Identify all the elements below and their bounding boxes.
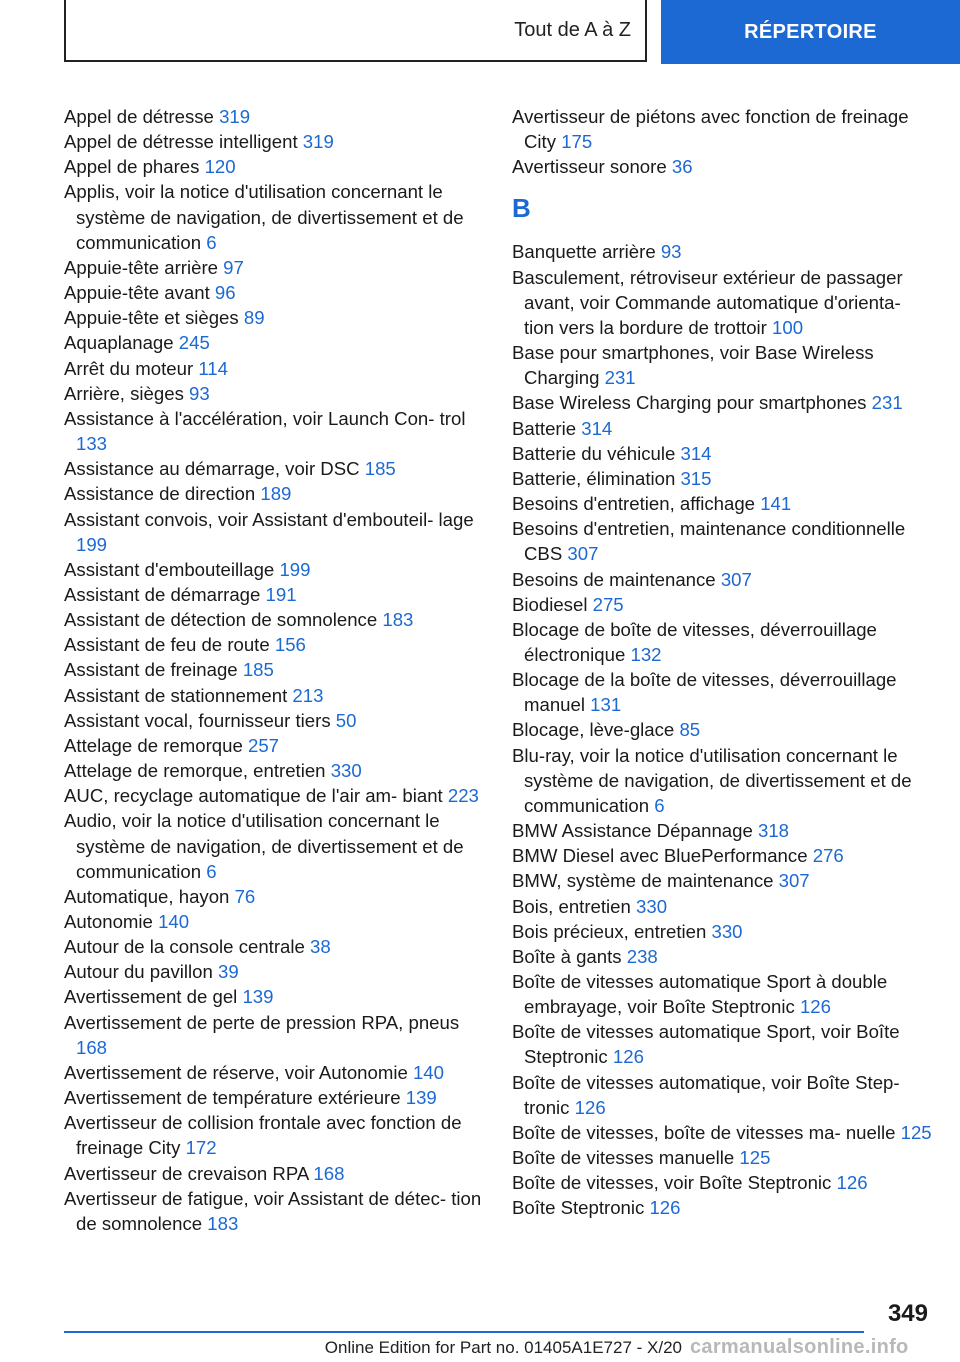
page-reference-link[interactable]: 6 (206, 231, 217, 253)
entry-text: Boîte de vitesses automatique Sport à double embrayage, voir Boîte Steptronic (512, 971, 888, 1018)
page-reference-link[interactable]: 257 (248, 734, 280, 756)
index-entry (64, 255, 484, 280)
index-column-left (64, 104, 484, 1236)
index-entry (64, 984, 484, 1009)
index-entry (512, 944, 932, 969)
index-entry (64, 154, 484, 179)
page-reference-link[interactable]: 231 (871, 392, 903, 414)
entry-text: Assistant de démarrage (64, 583, 266, 605)
entry-text: Assistant de feu de route (64, 634, 275, 656)
index-entry (64, 1110, 484, 1160)
page-reference-link[interactable]: 120 (204, 156, 236, 178)
index-entry (64, 607, 484, 632)
entry-text: Assistant d'embouteillage (64, 558, 280, 580)
entry-text: Avertisseur de crevaison RPA (64, 1162, 314, 1184)
index-entry (512, 818, 932, 843)
entry-text: Appuie-tête avant (64, 282, 215, 304)
index-entry (512, 567, 932, 592)
page-reference-link[interactable]: 183 (207, 1212, 239, 1234)
page-reference-link[interactable]: 6 (206, 860, 217, 882)
entry-text: Avertissement de température extérieure (64, 1087, 406, 1109)
index-entry (64, 657, 484, 682)
index-entry (512, 1145, 932, 1170)
entry-text: Avertissement de perte de pression RPA, pneus (64, 1011, 460, 1033)
entry-text: Aquaplanage (64, 332, 179, 354)
index-entry (64, 808, 484, 883)
entry-text: Boîte de vitesses, voir Boîte Steptronic (512, 1172, 837, 1194)
entry-text: Batterie du véhicule (512, 442, 681, 464)
entry-text: Autonomie (64, 911, 159, 932)
index-entry (512, 1170, 932, 1195)
entry-text: Besoins d'entretien, affichage (512, 493, 761, 515)
entry-text: Boîte de vitesses automatique, voir Boîte Step- tronic (512, 1071, 900, 1118)
entry-text: Appuie-tête arrière (64, 256, 224, 278)
entry-text: Bois précieux, entretien (512, 920, 712, 942)
entry-text: Appel de détresse (64, 106, 220, 127)
index-entry (64, 733, 484, 758)
entry-text: Attelage de remorque, entretien (64, 760, 331, 782)
page-reference-link[interactable]: 93 (660, 241, 682, 263)
page-reference-link[interactable]: 50 (335, 709, 357, 731)
index-entry (512, 441, 932, 466)
index-entry (512, 843, 932, 868)
page-reference-link[interactable]: 330 (636, 895, 668, 917)
tab-tout-de-a-a-z[interactable]: Tout de A à Z (64, 0, 647, 62)
page-reference-link[interactable]: 223 (447, 785, 479, 807)
page-reference-link[interactable]: 213 (292, 684, 324, 706)
letter-heading-b: B (512, 193, 531, 224)
page-reference-link[interactable]: 141 (760, 493, 792, 515)
entry-text: Batterie (512, 417, 582, 439)
index-entry (512, 416, 932, 441)
index-entry (512, 1070, 932, 1120)
index-entry (512, 1120, 932, 1145)
entry-text: Assistant de stationnement (64, 684, 293, 706)
entry-text: Boîte de vitesses manuelle (512, 1147, 740, 1169)
index-entry (512, 154, 932, 179)
index-entry (512, 717, 932, 742)
index-entry (64, 708, 484, 733)
page-reference-link[interactable]: 114 (198, 357, 228, 379)
page-reference-link[interactable]: 275 (592, 593, 624, 615)
index-entry (512, 617, 932, 667)
entry-text: Avertisseur de collision frontale avec fonction de freinage City (64, 1112, 462, 1159)
entry-text: Blocage de boîte de vitesses, déverrouillage électronique (512, 618, 877, 665)
entry-text: Blu-ray, voir la notice d'utilisation concernant le système de navigation, de divertissement et de communication (512, 744, 912, 816)
index-entry (64, 381, 484, 406)
entry-text: Assistance au démarrage, voir DSC (64, 458, 365, 480)
page-reference-link[interactable]: 307 (567, 543, 599, 565)
page-reference-link[interactable]: 6 (654, 794, 665, 816)
index-entry (512, 969, 932, 1019)
page-reference-link[interactable]: 96 (214, 282, 236, 304)
entry-text: Avertissement de gel (64, 986, 243, 1008)
index-entry (64, 557, 484, 582)
index-list-b (512, 239, 932, 1220)
page-reference-link[interactable]: 319 (302, 131, 334, 153)
index-entry (64, 129, 484, 154)
index-entry (64, 280, 484, 305)
entry-text: Assistant vocal, fournisseur tiers (64, 709, 336, 731)
index-entry (64, 909, 484, 934)
entry-text: Assistant de détection de somnolence (64, 609, 383, 631)
entry-text: Avertissement de réserve, voir Autonomie (64, 1061, 413, 1083)
index-entry (64, 507, 484, 557)
entry-text: BMW Assistance Dépannage (512, 820, 758, 842)
index-entry (64, 959, 484, 984)
index-entry (512, 265, 932, 340)
page-reference-link[interactable]: 318 (757, 820, 790, 842)
index-entry (64, 356, 484, 381)
index-entry (64, 305, 484, 330)
index-entry (64, 1161, 484, 1186)
entry-text: Banquette arrière (512, 241, 661, 263)
index-entry (512, 239, 932, 264)
index-entry (64, 1186, 484, 1236)
index-list-a-continued (512, 104, 932, 179)
index-entry (512, 1019, 932, 1069)
page-reference-link[interactable]: 139 (242, 986, 274, 1008)
page-reference-link[interactable]: 183 (382, 609, 414, 631)
footer-divider (64, 1331, 864, 1333)
entry-text: Applis, voir la notice d'utilisation concernant le système de navigation, de divertissement et de communication (64, 181, 464, 253)
index-entry (64, 884, 484, 909)
page-reference-link[interactable]: 231 (604, 367, 636, 389)
index-entry (64, 481, 484, 506)
watermark-logo: carmanualsonline.info (690, 1336, 909, 1358)
index-entry (512, 340, 932, 390)
page-reference-link[interactable]: 191 (265, 583, 297, 605)
page-reference-link[interactable]: 139 (405, 1087, 437, 1109)
entry-text: Attelage de remorque (64, 734, 248, 756)
entry-text: Appel de détresse intelligent (64, 131, 303, 153)
page-reference-link[interactable]: 185 (364, 458, 396, 480)
page-reference-link[interactable]: 85 (679, 719, 701, 741)
page-reference-link[interactable]: 307 (720, 568, 752, 590)
entry-text: Boîte de vitesses automatique Sport, voir Boîte Steptronic (512, 1021, 900, 1068)
index-entry (512, 919, 932, 944)
page-reference-link[interactable]: 199 (76, 533, 108, 555)
page-reference-link[interactable]: 131 (590, 694, 622, 716)
entry-text: Avertisseur sonore (512, 156, 672, 178)
entry-text: Boîte à gants (512, 945, 627, 967)
page-reference-link[interactable]: 314 (581, 417, 613, 439)
entry-text: Automatique, hayon (64, 885, 235, 907)
index-entry (64, 783, 484, 808)
entry-text: Biodiesel (512, 593, 593, 615)
index-entry (512, 894, 932, 919)
entry-text: Arrêt du moteur (64, 357, 199, 379)
page-reference-link[interactable]: 97 (223, 256, 244, 278)
page-reference-link[interactable]: 307 (778, 870, 810, 892)
page-reference-link[interactable]: 168 (76, 1036, 108, 1058)
page-reference-link[interactable]: 140 (158, 911, 190, 932)
index-entry (64, 1085, 484, 1110)
index-entry (512, 743, 932, 818)
page-reference-link[interactable]: 125 (900, 1121, 932, 1143)
index-entry (512, 667, 932, 717)
page-reference-link[interactable]: 199 (279, 558, 311, 580)
page-reference-link[interactable]: 38 (310, 936, 331, 958)
index-entry (64, 632, 484, 657)
page-number: 349 (887, 1300, 928, 1327)
entry-text: Blocage, lève-glace (512, 719, 680, 741)
entry-text: Base pour smartphones, voir Base Wireless Charging (512, 342, 874, 389)
entry-text: Appuie-tête et sièges (64, 307, 244, 329)
entry-text: Arrière, sièges (64, 382, 190, 404)
page-reference-link[interactable]: 126 (612, 1046, 644, 1068)
page-reference-link[interactable]: 330 (330, 760, 362, 782)
index-entry (64, 104, 484, 129)
entry-text: AUC, recyclage automatique de l'air am- biant (64, 785, 448, 807)
page-reference-link[interactable]: 126 (836, 1172, 868, 1194)
entry-text: Boîte Steptronic (512, 1197, 650, 1219)
entry-text: Audio, voir la notice d'utilisation concernant le système de navigation, de divertissement et de communication (64, 810, 464, 882)
index-column-right (512, 104, 932, 1221)
page-reference-link[interactable]: 156 (274, 634, 306, 656)
index-entry (64, 934, 484, 959)
page-reference-link[interactable]: 125 (739, 1147, 771, 1169)
index-entry (64, 758, 484, 783)
index-entry (512, 491, 932, 516)
index-entry (512, 516, 932, 566)
index-entry (64, 330, 484, 355)
page-reference-link[interactable]: 132 (630, 643, 662, 665)
entry-text: BMW, système de maintenance (512, 870, 779, 892)
page-reference-link[interactable]: 315 (680, 467, 712, 489)
entry-text: BMW Diesel avec BluePerformance (512, 845, 813, 867)
page-reference-link[interactable]: 276 (812, 845, 844, 867)
page-reference-link[interactable]: 314 (680, 442, 712, 464)
index-entry (512, 390, 932, 415)
page-reference-link[interactable]: 76 (234, 885, 256, 907)
entry-text: Blocage de la boîte de vitesses, déverrouillage manuel (512, 669, 897, 716)
index-entry (64, 456, 484, 481)
entry-text: Avertisseur de fatigue, voir Assistant de détec- tion de somnolence (64, 1187, 482, 1234)
page-header (0, 0, 960, 66)
index-entry (64, 1010, 484, 1060)
index-entry (512, 104, 932, 154)
entry-text: Besoins de maintenance (512, 568, 721, 590)
entry-text: Basculement, rétroviseur extérieur de passager avant, voir Commande automatique d'orienta- tion vers la bordure de trottoir (512, 266, 903, 338)
entry-text: Avertisseur de piétons avec fonction de freinage City (512, 106, 909, 153)
index-entry (64, 582, 484, 607)
entry-text: Assistant convois, voir Assistant d'embouteil- lage (64, 508, 474, 530)
entry-text: Autour de la console centrale (64, 936, 311, 958)
entry-text: Batterie, élimination (512, 467, 681, 489)
entry-text: Boîte de vitesses, boîte de vitesses ma- nuelle (512, 1121, 901, 1143)
page-reference-link[interactable]: 189 (260, 483, 292, 505)
page-reference-link[interactable]: 168 (313, 1162, 345, 1184)
page-reference-link[interactable]: 100 (772, 316, 804, 338)
page-reference-link[interactable]: 36 (671, 156, 693, 178)
page-reference-link[interactable]: 175 (561, 131, 593, 153)
entry-text: Autour du pavillon (64, 961, 219, 983)
index-entry (512, 868, 932, 893)
page-reference-link[interactable]: 238 (626, 945, 658, 967)
index-entry (512, 592, 932, 617)
page-reference-link[interactable]: 126 (799, 996, 831, 1018)
page-reference-link[interactable]: 126 (574, 1096, 606, 1118)
entry-text: Assistance à l'accélération, voir Launch Con- trol (64, 407, 466, 429)
entry-text: Assistance de direction (64, 483, 261, 505)
index-entry (64, 683, 484, 708)
page-reference-link[interactable]: 39 (218, 961, 239, 983)
page-reference-link[interactable]: 140 (412, 1061, 444, 1083)
page-reference-link[interactable]: 245 (178, 332, 210, 354)
page-reference-link[interactable]: 133 (76, 433, 108, 455)
entry-text: Appel de phares (64, 156, 205, 178)
page-reference-link[interactable]: 319 (219, 106, 251, 127)
entry-text: Besoins d'entretien, maintenance conditionnelle CBS (512, 518, 906, 565)
index-entry (64, 179, 484, 254)
entry-text: Base Wireless Charging pour smartphones (512, 392, 872, 414)
index-entry (64, 1060, 484, 1085)
page-reference-link[interactable]: 330 (711, 920, 743, 942)
index-entry (512, 466, 932, 491)
page-reference-link[interactable]: 185 (242, 659, 274, 681)
page-reference-link[interactable]: 126 (649, 1197, 681, 1219)
page-reference-link[interactable]: 172 (185, 1137, 217, 1159)
edition-footer: Online Edition for Part no. 01405A1E727 - X/20 (324, 1338, 682, 1357)
page-reference-link[interactable]: 93 (189, 382, 210, 404)
index-entry (64, 406, 484, 456)
entry-text: Bois, entretien (512, 895, 637, 917)
tab-repertoire[interactable]: RÉPERTOIRE (661, 0, 960, 64)
entry-text: Assistant de freinage (64, 659, 243, 681)
index-entry (512, 1195, 932, 1220)
page-reference-link[interactable]: 89 (243, 307, 265, 329)
